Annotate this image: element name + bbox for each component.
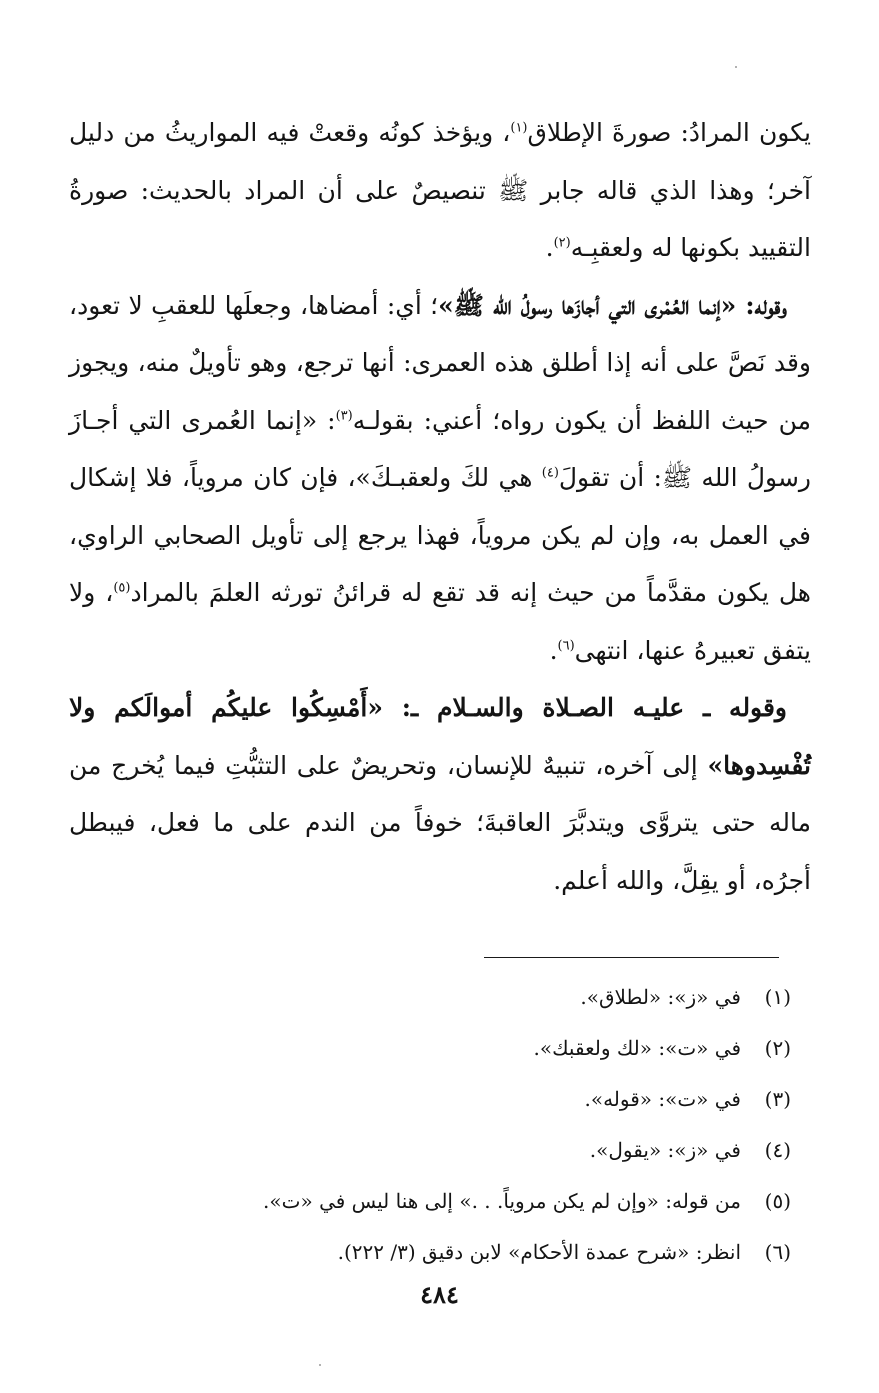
- text-segment: ، ويؤخذ كونُه وقعتْ فيه المواريثُ من دليل آخر؛ وهذا الذي قاله جابر ﷺ تنصيصٌ على أن المراد بالحديث: صورةُ التقييد بكونها له ولعقبِـه: [69, 118, 811, 262]
- scan-speck: [319, 1364, 321, 1366]
- footnote-item: [71, 1125, 791, 1176]
- footnote-ref-5: (٥): [113, 580, 131, 596]
- footnote-text: في «ت»: «لك ولعقبك».: [533, 1036, 741, 1060]
- footnote-item: [71, 1227, 791, 1278]
- footnote-ref-3: (٣): [335, 408, 353, 424]
- paragraph-3: [69, 679, 811, 909]
- footnote-ref-6: (٦): [557, 638, 575, 654]
- main-text: [69, 104, 811, 909]
- footnote-number: (٢): [764, 1036, 791, 1060]
- scan-speck: [735, 66, 737, 68]
- bold-quote: وقوله ـ عليـه الصـلاة والسـلام ـ: «أَمْسِكُوا عليكُم أموالَكم ولا تُفْسِدوها»: [69, 693, 811, 780]
- text-segment: إلى آخره، تنبيهٌ للإنسان، وتحريضٌ على التثبُّتِ فيما يُخرج من ماله حتى يتروَّى ويتدبَّرَ العاقبةَ؛ خوفاً من الندم على ما فعل، فيبطل أجرُه، أو يقِلَّ، والله أعلم.: [69, 750, 811, 895]
- footnote-ref-4: (٤): [541, 465, 559, 481]
- footnote-number: (٤): [764, 1138, 791, 1162]
- footnote-text: في «ت»: «قوله».: [584, 1087, 741, 1111]
- text-segment: : «إنما العُمرى التي أجـازَ رسولُ الله ﷺ: أن تقولَ: [69, 405, 811, 492]
- footnote-text: في «ز»: «يقول».: [589, 1138, 741, 1162]
- footnote-text: انظر: «شرح عمدة الأحكام» لابن دقيق (٣/ ٢٢٢).: [337, 1240, 741, 1264]
- footnote-item: [71, 1023, 791, 1074]
- footnote-item: [71, 972, 791, 1023]
- footnote-number: (٣): [764, 1087, 791, 1111]
- text-segment: يكون المرادُ: صورةَ الإطلاق: [527, 118, 811, 147]
- text-segment: .: [549, 635, 558, 665]
- footnote-ref-1: (١): [510, 120, 528, 136]
- footnote-number: (٥): [764, 1189, 791, 1213]
- footnote-ref-2: (٢): [553, 235, 571, 251]
- footnote-divider: [484, 957, 779, 958]
- footnotes-list: [71, 972, 791, 1278]
- footnote-number: (١): [764, 985, 791, 1009]
- footnote-item: [71, 1074, 791, 1125]
- paragraph-2: [69, 277, 811, 680]
- text-segment: .: [545, 233, 554, 262]
- footnote-item: [71, 1176, 791, 1227]
- text-segment: ، ولا يتفق تعبيرهُ عنها، انتهى: [69, 578, 811, 665]
- footnote-number: (٦): [764, 1240, 791, 1264]
- text-segment: هي لكَ ولعقبـكَ»، فإن كان مروياً، فلا إشكال في العمل به، وإن لم يكن مروياً، فهذا يرجع إلى تأويل الصحابي الراوي، هل يكون مقدَّماً من حيث إنه قد تقع له قرائنُ تورثه العلمَ بالمراد: [69, 463, 811, 607]
- footnote-text: من قوله: «وإن لم يكن مروياً. . .» إلى هنا ليس في «ت».: [263, 1189, 741, 1213]
- footnote-text: في «ز»: «لطلاق».: [580, 985, 741, 1009]
- paragraph-1: [69, 104, 811, 277]
- bold-quote: وقوله: «إنما العُمْرى التي أجازَها رسولُ الله ﷺ»: [438, 290, 787, 320]
- text-segment: ؛ أي: أمضاها، وجعلَها للعقبِ لا تعود، وقد نَصَّ على أنه إذا أطلق هذه العمرى: أنها ترجع، وهو تأويلٌ منه، ويجوز من حيث اللفظ أن يكون رواه؛ أعني: بقولـه: [69, 290, 812, 435]
- page-number: ٤٨٤: [420, 1280, 459, 1309]
